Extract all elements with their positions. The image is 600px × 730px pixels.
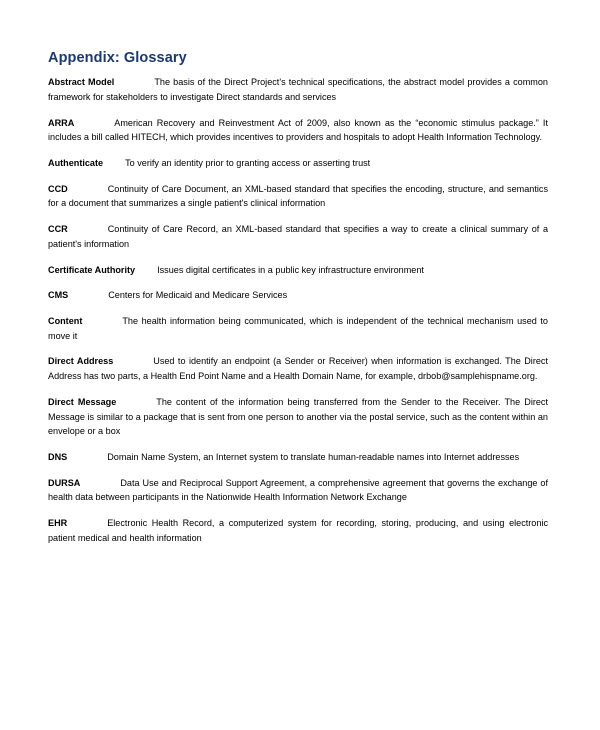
glossary-term: Authenticate	[48, 157, 104, 168]
glossary-definition: Continuity of Care Record, an XML-based standard that specifies a way to create a clinical summary of a patient's information	[48, 224, 548, 249]
glossary-definition: Centers for Medicaid and Medicare Services	[108, 290, 288, 301]
glossary-definition: Used to identify an endpoint (a Sender or Receiver) when information is exchanged. The Direct Address has two parts, a Health End Point Name and a Health Domain Name, for example, drbob@samplehispname.org.	[48, 356, 548, 382]
glossary-definition: Domain Name System, an Internet system to translate human-readable names into Internet addresses	[107, 452, 520, 463]
glossary-definition: Data Use and Reciprocal Support Agreement, a comprehensive agreement that governs the exchange of health data between participants in the Nationwide Health Information Network Exchange	[48, 477, 548, 503]
glossary-entry	[48, 516, 548, 545]
glossary-entry	[48, 450, 548, 465]
page-title: Appendix: Glossary	[48, 50, 187, 66]
glossary-entry	[48, 476, 548, 505]
glossary-entry	[48, 288, 548, 303]
glossary-term: DURSA	[48, 477, 81, 488]
glossary-definition: Issues digital certificates in a public key infrastructure environment	[157, 264, 424, 275]
glossary-term: EHR	[48, 518, 68, 529]
glossary-definition: The content of the information being transferred from the Sender to the Receiver. The Direct Message is similar to a package that is sent from one person to another via the postal service, such as the content within an envelope or a box	[48, 396, 548, 437]
glossary-term: CCD	[48, 183, 68, 194]
glossary-term: CCR	[48, 224, 68, 235]
glossary-definition: Continuity of Care Document, an XML-based standard that specifies the encoding, structure, and semantics for a document that summarizes a single patient's clinical information	[48, 183, 548, 209]
glossary-term: Direct Address	[48, 356, 114, 367]
glossary-definition: The health information being communicated, which is independent of the technical mechanism used to move it	[48, 316, 548, 341]
glossary-term: CMS	[48, 290, 69, 301]
glossary-entry	[48, 354, 548, 383]
glossary-definition: To verify an identity prior to granting access or asserting trust	[125, 157, 371, 168]
glossary-term: ARRA	[48, 117, 75, 128]
glossary-entry	[48, 263, 548, 278]
glossary-term: Abstract Model	[48, 77, 115, 88]
glossary-entry	[48, 314, 548, 343]
glossary-term: Content	[48, 316, 83, 326]
glossary-term: Direct Message	[48, 396, 117, 407]
glossary-entry	[48, 116, 548, 145]
glossary-entry	[48, 222, 548, 251]
glossary-term: Certificate Authority	[48, 264, 136, 275]
glossary-definition: The basis of the Direct Project's technical specifications, the abstract model provides a common framework for stakeholders to investigate Direct standards and services	[48, 77, 548, 102]
glossary-term: DNS	[48, 452, 68, 463]
glossary-entry	[48, 395, 548, 439]
glossary-definition: Electronic Health Record, a computerized system for recording, storing, producing, and using electronic patient medical and health information	[48, 518, 548, 543]
glossary-definition: American Recovery and Reinvestment Act of 2009, also known as the “economic stimulus package.” It includes a bill called HITECH, which provides incentives to providers and hospitals to adopt Health Information Technology.	[48, 117, 548, 143]
glossary-entry	[48, 182, 548, 211]
glossary-entry	[48, 156, 548, 171]
glossary-entry	[48, 75, 548, 104]
glossary-list	[48, 75, 548, 546]
